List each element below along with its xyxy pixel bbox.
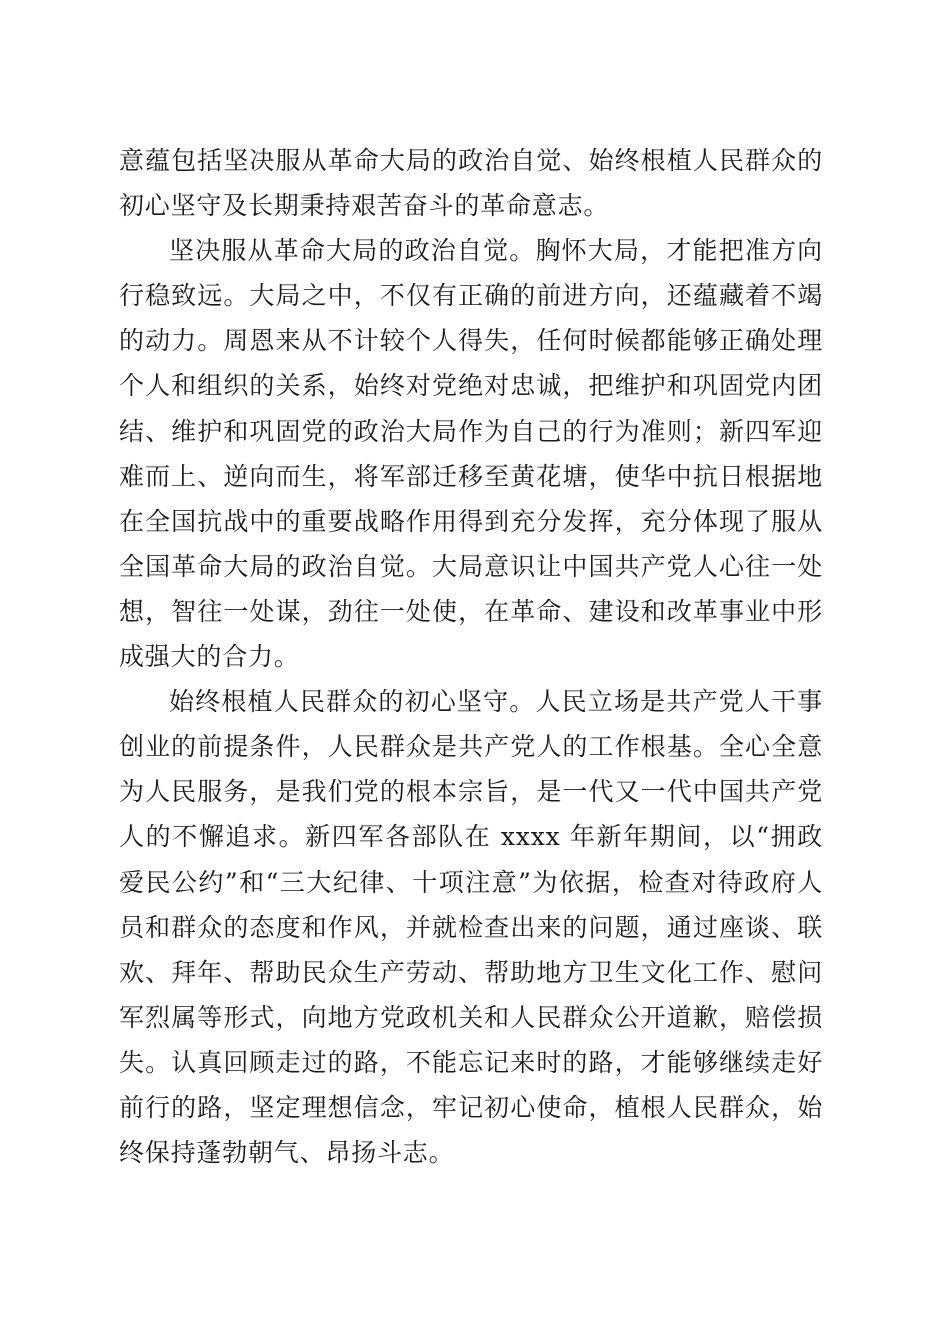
paragraph-original-aspiration: 始终根植人民群众的初心坚守。人民立场是共产党人干事创业的前提条件，人民群众是共产党人的工作根基。全心全意为人民服务，是我们党的根本宗旨，是一代又一代中国共产党人的不懈追求。新四军各部队在 xxxx 年新年期间，以“拥政爱民公约”和“三大纪律、十项注意”为依据，检查对待政府人员和群众的态度和作风，并就检查出来的问题，通过座谈、联欢、拜年、帮助民众生产劳动、帮助地方卫生文化工作、慰问军烈属等形式，向地方党政机关和人民群众公开道歉，赔偿损失。认真回顾走过的路，不能忘记来时的路，才能够继续走好前行的路，坚定理想信念，牢记初心使命，植根人民群众，始终保持蓬勃朝气、昂扬斗志。 [119,687,823,1168]
paragraph-political-awareness: 坚决服从革命大局的政治自觉。胸怀大局，才能把准方向行稳致远。大局之中，不仅有正确的前进方向，还蕴藏着不竭的动力。周恩来从不计较个人得失，任何时候都能够正确处理个人和组织的关系，始终对党绝对忠诚，把维护和巩固党内团结、维护和巩固党的政治大局作为自己的行为准则；新四军迎难而上、逆向而生，将军部迁移至黄花塘，使华中抗日根据地在全国抗战中的重要战略作用得到充分发挥，充分体现了服从全国革命大局的政治自觉。大局意识让中国共产党人心往一处想，智往一处谋，劲往一处使，在革命、建设和改革事业中形成强大的合力。 [119,236,823,672]
paragraph-continuation: 意蕴包括坚决服从革命大局的政治自觉、始终根植人民群众的初心坚守及长期秉持艰苦奋斗的革命意志。 [119,146,823,221]
document-body [119,138,823,1175]
